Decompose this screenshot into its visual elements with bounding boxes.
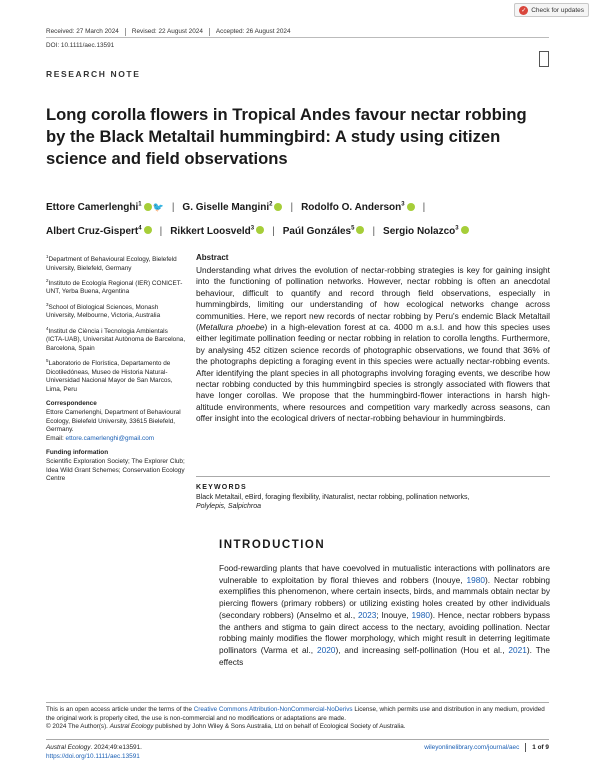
- author-loosveld[interactable]: Rikkert Loosveld$^3$: [170, 226, 264, 237]
- date-separator: [125, 28, 126, 36]
- author-anderson[interactable]: Rodolfo O. Anderson$^3$: [301, 202, 415, 213]
- orcid-icon[interactable]: [144, 203, 152, 211]
- abstract-heading: Abstract: [196, 253, 229, 262]
- date-separator: [209, 28, 210, 36]
- license-link[interactable]: Creative Commons Attribution-NonCommercial-NoDerivs: [193, 706, 353, 713]
- correspondence-email-line: Email: ettore.camerlenghi@gmail.com: [46, 434, 155, 442]
- keywords-heading: KEYWORDS: [196, 484, 247, 491]
- check-updates-label: Check for updates: [531, 6, 584, 14]
- orcid-icon[interactable]: [407, 203, 415, 211]
- footer-separator: [525, 743, 526, 752]
- license-notice: This is an open access article under the terms of the Creative Commons Attribution-NonCommercial-NoDerivs License, which permits use and distribution in any medium, provided the original work is properly cited, the use is non-commercial and no modifications or adaptations are made. © 2024 The Author(s). Austral Ecology published by John Wiley & Sons Australia, Ltd on behalf of Ecological Society of Australia.: [46, 706, 545, 731]
- species-name: Metallura phoebe: [198, 322, 265, 333]
- orcid-icon[interactable]: [461, 226, 469, 234]
- doi-link[interactable]: https://doi.org/10.1111/aec.13591: [46, 753, 140, 760]
- citation-link[interactable]: 2021: [508, 644, 527, 655]
- funding-heading: Funding information: [46, 448, 109, 456]
- affiliation: $^3$School of Biological Sciences, Monash University, Melbourne, Victoria, Australia: [46, 301, 161, 320]
- article-dates: [46, 28, 291, 36]
- footer-divider: [46, 739, 549, 740]
- revised-date: Revised: 22 August 2024: [131, 28, 203, 35]
- check-for-updates-button[interactable]: [514, 3, 589, 17]
- accepted-date: Accepted: 26 August 2024: [215, 28, 291, 35]
- citation-link[interactable]: 2023: [357, 609, 377, 620]
- abstract-section: [196, 253, 550, 425]
- affiliation: $^2$Instituto de Ecología Regional (IER) CONICET-UNT, Yerba Buena, Argentina: [46, 277, 183, 296]
- affiliation: $^4$Institut de Ciència i Tecnologia Ambientals (ICTA-UAB), Universitat Autònoma de Barcelona, Barcelona, Spain: [46, 325, 186, 352]
- citation-link[interactable]: 2020: [316, 644, 336, 655]
- orcid-icon[interactable]: [144, 226, 152, 234]
- license-divider: [46, 702, 549, 703]
- introduction-body: Food-rewarding plants that have coevolved in mutualistic interactions with pollinators are vulnerable to exploitation by floral thieves and robbers (Inouye, 1980). Nectar robbing exemplifies this phenomenon, where certain insects, birds, and mammals obtain nectar by piercing flowers (primary robbers) or utilizing existing holes created by other individuals (secondary robbers) (Anselmo et al., 2023; Inouye, 1980). Hence, nectar robbers bypass the anthers and stigma to gain direct access to the nectary, avoiding pollination. Nectar robbing mainly modifies the flower morphology, which might result in deterring legitimate pollinators (Varma et al., 2020), and increasing self-pollination (Hou et al., 2021). The effects: [219, 563, 551, 667]
- correspondence-text: Ettore Camerlenghi, Department of Behavioural Ecology, Bielefeld University, 33615 Bielefeld, Germany.: [46, 409, 181, 434]
- correspondence-heading: Correspondence: [46, 399, 97, 407]
- keywords-divider: [196, 476, 550, 477]
- author-mangini[interactable]: G. Giselle Mangini$^2$: [182, 202, 282, 213]
- author-camerlenghi[interactable]: Ettore Camerlenghi$^1$ 🐦: [46, 202, 164, 213]
- keywords-section: [196, 484, 550, 511]
- citation-link[interactable]: 1980: [466, 574, 485, 585]
- article-title: Long corolla flowers in Tropical Andes favour nectar robbing by the Black Metaltail hummingbird: A study using citizen science and field observations: [46, 105, 527, 168]
- affiliations-column: [46, 253, 186, 488]
- article-doi[interactable]: DOI: 10.1111/aec.13591: [46, 42, 115, 49]
- abstract-body: Understanding what drives the evolution of nectar-robbing strategies is key for gaining insight into the functioning of pollination networks. However, nectar robbing is often an anecdotal behaviour, difficult to quantify and record through field observations, especially in hummingbirds, limiting our understanding of how ecological networks change across communities. Here, we report new records of nectar robbing by Peru's endemic Black Metaltail (Metallura phoebe) in a high-elevation forest at ca. 4000 m a.s.l. and how this species uses either legitimate pollination feeding or nectar robbing in relation to corolla lengths. Furthermore, by analysing 452 citizen science records of photographic observations, we found that 36% of the photographs depicting a foraging event in this species were actually nectar-robbing events. After identifying the plant species in all photographs involving foraging events, we describe how nectar robbing conducted by this hummingbird species is strongly associated with flowers that have longer corollas. We propose that the hummingbird-flower interactions in harsh high-altitude environments, where resources and competition vary markedly across seasons, can offer insight into the ecological drivers of nectar-robbing behaviour in hummingbirds.: [196, 265, 550, 424]
- journal-site-link[interactable]: wileyonlinelibrary.com/journal/aec: [424, 744, 520, 751]
- keywords-text: Black Metaltail, eBird, foraging flexibility, iNaturalist, nectar robbing, pollination networks, Polylepis, Salpichroa: [196, 494, 470, 510]
- twitter-icon[interactable]: 🐦: [152, 202, 164, 213]
- update-icon: ✓: [521, 7, 527, 14]
- author-list: Ettore Camerlenghi$^1$ 🐦 | G. Giselle Mangini$^2$ | Rodolfo O. Anderson$^3$ | Albert Cruz-Gispert$^4$ | Rikkert Loosveld$^3$ | Paúl Gonzáles$^5$ | Sergio Nolazco$^3$: [46, 195, 556, 242]
- orcid-icon[interactable]: [274, 203, 282, 211]
- section-label: RESEARCH NOTE: [46, 69, 141, 79]
- page-number: 1 of 9: [532, 744, 549, 751]
- journal-logo-icon: [539, 51, 549, 67]
- received-date: Received: 27 March 2024: [46, 28, 119, 35]
- citation-link[interactable]: 1980: [411, 609, 430, 620]
- author-nolazco[interactable]: Sergio Nolazco$^3$: [383, 226, 469, 237]
- header-divider: [46, 37, 549, 38]
- affiliation: $^1$Department of Behavioural Ecology, Bielefeld University, Bielefeld, Germany: [46, 254, 177, 272]
- affiliation: $^5$Laboratorio de Florística, Departamento de Dicotiledóneas, Museo de Historia Natural-Universidad Nacional Mayor de San Marcos, Lima, Peru: [46, 358, 173, 393]
- orcid-icon[interactable]: [356, 226, 364, 234]
- orcid-icon[interactable]: [256, 226, 264, 234]
- email-link[interactable]: ettore.camerlenghi@gmail.com: [65, 434, 155, 442]
- footer-citation: Austral Ecology. 2024;49:e13591. https://doi.org/10.1111/aec.13591: [46, 744, 142, 760]
- author-cruz-gispert[interactable]: Albert Cruz-Gispert$^4$: [46, 226, 152, 237]
- footer-right: [424, 743, 549, 752]
- introduction-heading: INTRODUCTION: [219, 539, 326, 551]
- author-gonzales[interactable]: Paúl Gonzáles$^5$: [283, 226, 365, 237]
- funding-text: Scientific Exploration Society; The Explorer Club; Idea Wild Grant Schemes; Conservation Ecology Centre: [46, 458, 185, 483]
